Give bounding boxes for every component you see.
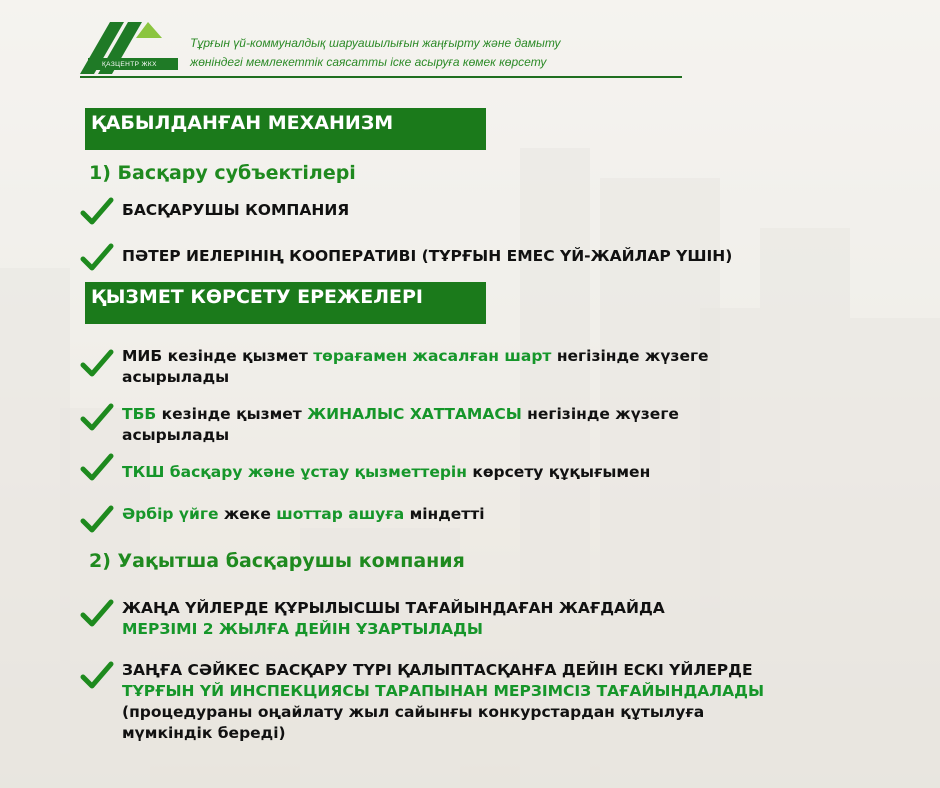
header-rule bbox=[80, 76, 682, 78]
banner-service-rules: ҚЫЗМЕТ КӨРСЕТУ ЕРЕЖЕЛЕРІ bbox=[85, 282, 486, 324]
check-icon bbox=[80, 402, 114, 432]
check-icon bbox=[80, 242, 114, 272]
check-icon bbox=[80, 348, 114, 378]
check-icon bbox=[80, 660, 114, 690]
tagline-line2: жөніндегі мемлекеттік саясатты іске асыруға көмек көрсету bbox=[190, 55, 547, 69]
logo-caption: ҚАЗЦЕНТР ЖКХ bbox=[102, 61, 157, 68]
section-title-temporary: 2) Уақытша басқарушы компания bbox=[89, 550, 465, 572]
item-text: Әрбір үйге жеке шоттар ашуға міндетті bbox=[122, 505, 485, 523]
check-icon bbox=[80, 504, 114, 534]
item-text: ПӘТЕР ИЕЛЕРІНІҢ КООПЕРАТИВІ (ТҰРҒЫН ЕМЕС ҮЙ-ЖАЙЛАР ҮШІН) bbox=[122, 247, 733, 265]
tagline-line1: Тұрғын үй-коммуналдық шаруашылығын жаңғырту және дамыту bbox=[190, 36, 561, 50]
item-text: ЗАҢҒА СӘЙКЕС БАСҚАРУ ТҮРІ ҚАЛЫПТАСҚАНҒА ДЕЙІН ЕСКІ ҮЙЛЕРДЕ ТҰРҒЫН ҮЙ ИНСПЕКЦИЯСЫ ТАРАПЫНАН МЕРЗІМСІЗ ТАҒАЙЫНДАЛАДЫ (процедураны оңайлату жыл сайынғы конкурстардан құтылуға мүмкіндік береді) bbox=[122, 661, 765, 742]
banner-mechanism: ҚАБЫЛДАНҒАН МЕХАНИЗМ bbox=[85, 108, 486, 150]
item-text: ТББ кезінде қызмет ЖИНАЛЫС ХАТТАМАСЫ негізінде жүзеге асырылады bbox=[122, 405, 679, 444]
item-text: МИБ кезінде қызмет төрағамен жасалған шарт негізінде жүзеге асырылады bbox=[122, 347, 709, 386]
check-icon bbox=[80, 452, 114, 482]
check-icon bbox=[80, 196, 114, 226]
check-icon bbox=[80, 598, 114, 628]
section-title-subjects: 1) Басқару субъектілері bbox=[89, 162, 356, 184]
item-text: ТКШ басқару және ұстау қызметтерін көрсету құқығымен bbox=[122, 463, 651, 481]
tagline bbox=[190, 34, 561, 72]
item-text: БАСҚАРУШЫ КОМПАНИЯ bbox=[122, 201, 350, 219]
header bbox=[80, 20, 682, 80]
item-text: ЖАҢА ҮЙЛЕРДЕ ҚҰРЫЛЫСШЫ ТАҒАЙЫНДАҒАН ЖАҒДАЙДА МЕРЗІМІ 2 ЖЫЛҒА ДЕЙІН ҰЗАРТЫЛАДЫ bbox=[122, 599, 665, 638]
